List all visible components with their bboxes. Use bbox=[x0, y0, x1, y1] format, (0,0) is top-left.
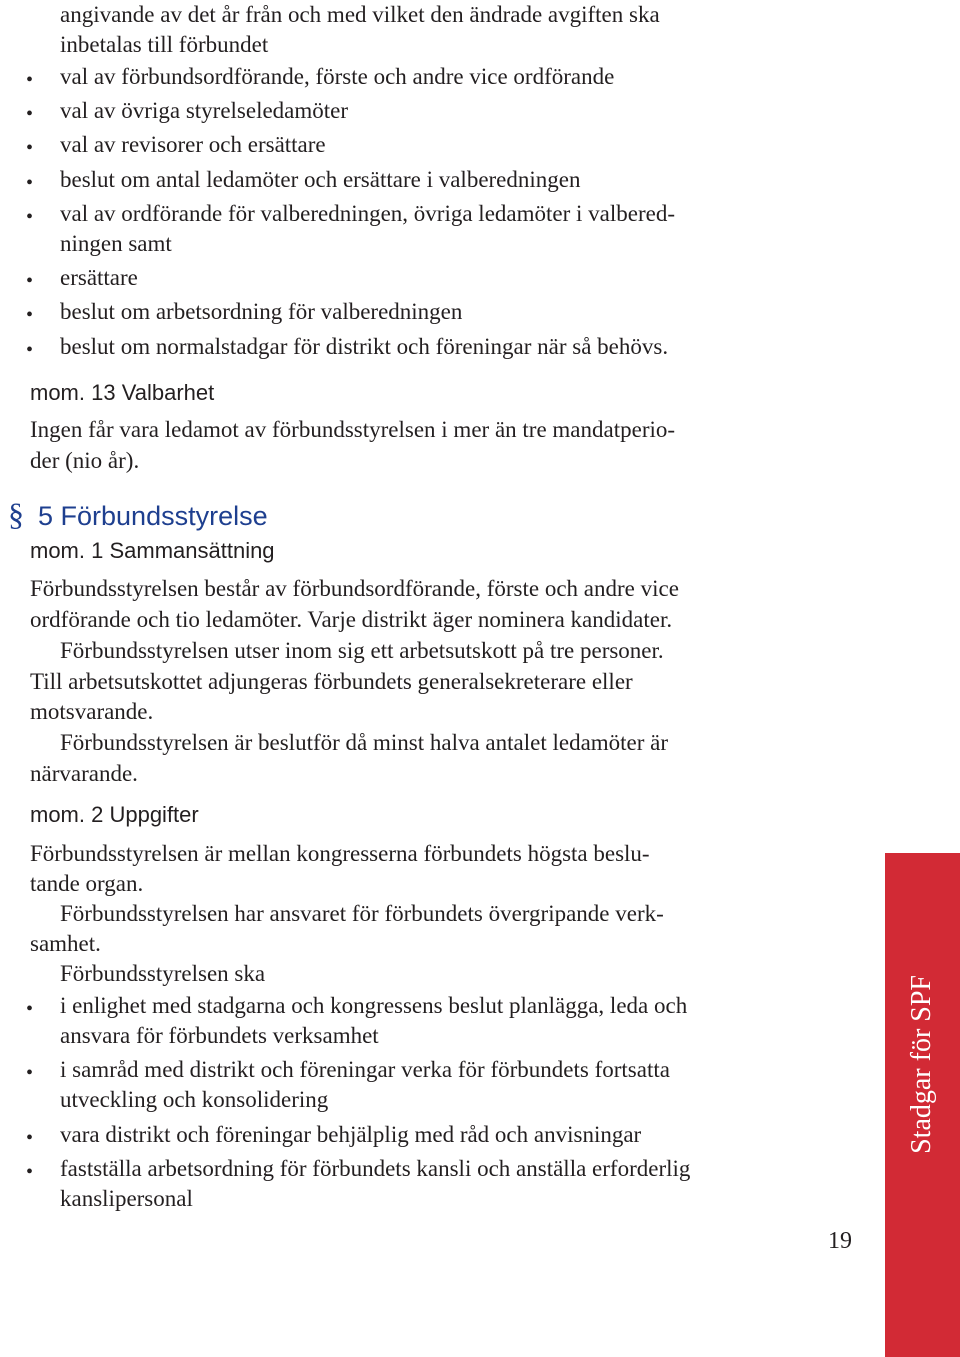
list-item: ersättare bbox=[60, 265, 138, 290]
bullet-dot: • bbox=[26, 69, 34, 91]
mom2-line-5: Förbundsstyrelsen ska bbox=[60, 961, 266, 986]
list-item: val av förbundsordförande, förste och andre vice ordförande bbox=[60, 64, 615, 89]
sidebar-tab bbox=[885, 853, 960, 1357]
list-item: val av övriga styrelseledamöter bbox=[60, 98, 349, 123]
mom13-line-1: Ingen får vara ledamot av förbundsstyrelsen i mer än tre mandatperio- bbox=[30, 417, 676, 442]
bullet-dot: • bbox=[26, 103, 34, 125]
mom1-line-5: motsvarande. bbox=[30, 699, 154, 724]
list-item: vara distrikt och föreningar behjälplig med råd och anvisningar bbox=[60, 1122, 642, 1147]
paragraph-sign-icon: § bbox=[8, 496, 24, 532]
bullet-dot: • bbox=[26, 137, 34, 159]
list-item: i enlighet med stadgarna och kongressens beslut planlägga, leda och bbox=[60, 993, 688, 1018]
list-item-continuation: ansvara för förbundets verksamhet bbox=[60, 1023, 379, 1048]
list-item: i samråd med distrikt och föreningar verka för förbundets fortsatta bbox=[60, 1057, 670, 1082]
bullet-dot: • bbox=[26, 998, 34, 1020]
page-number: 19 bbox=[828, 1228, 852, 1254]
bullet-dot: • bbox=[26, 172, 34, 194]
mom2-heading: mom. 2 Uppgifter bbox=[30, 802, 199, 827]
list-item: val av ordförande för valberedningen, övriga ledamöter i valbered- bbox=[60, 201, 675, 226]
mom2-line-2: tande organ. bbox=[30, 871, 144, 896]
mom1-line-6: Förbundsstyrelsen är beslutför då minst halva antalet ledamöter är bbox=[60, 730, 669, 755]
list-item: fastställa arbetsordning för förbundets kansli och anställa erforderlig bbox=[60, 1156, 691, 1181]
list-item-continuation: kanslipersonal bbox=[60, 1186, 193, 1211]
intro-line-2: inbetalas till förbundet bbox=[60, 32, 269, 57]
intro-line-1: angivande av det år från och med vilket den ändrade avgiften ska bbox=[60, 2, 660, 27]
mom13-line-2: der (nio år). bbox=[30, 448, 140, 473]
list-item: beslut om antal ledamöter och ersättare i valberedningen bbox=[60, 167, 581, 192]
mom2-line-4: samhet. bbox=[30, 931, 101, 956]
bullet-dot: • bbox=[26, 304, 34, 326]
bullet-dot: • bbox=[26, 270, 34, 292]
mom1-line-3: Förbundsstyrelsen utser inom sig ett arbetsutskott på tre personer. bbox=[60, 638, 664, 663]
section-title: 5 Förbundsstyrelse bbox=[38, 501, 268, 531]
mom1-line-1: Förbundsstyrelsen består av förbundsordförande, förste och andre vice bbox=[30, 576, 679, 601]
section-heading bbox=[8, 496, 268, 533]
mom1-line-4: Till arbetsutskottet adjungeras förbundets generalsekreterare eller bbox=[30, 669, 633, 694]
bullet-dot: • bbox=[26, 339, 34, 361]
list-item-continuation: ningen samt bbox=[60, 231, 172, 256]
mom1-line-2: ordförande och tio ledamöter. Varje distrikt äger nominera kandidater. bbox=[30, 607, 673, 632]
list-item: beslut om arbetsordning för valberedningen bbox=[60, 299, 463, 324]
bullet-dot: • bbox=[26, 1161, 34, 1183]
mom2-line-3: Förbundsstyrelsen har ansvaret för förbundets övergripande verk- bbox=[60, 901, 664, 926]
list-item: val av revisorer och ersättare bbox=[60, 132, 326, 157]
sidebar-label: Stadgar för SPF bbox=[906, 975, 937, 1154]
mom1-line-7: närvarande. bbox=[30, 761, 138, 786]
bullet-dot: • bbox=[26, 1127, 34, 1149]
mom1-heading: mom. 1 Sammansättning bbox=[30, 538, 275, 563]
bullet-dot: • bbox=[26, 206, 34, 228]
mom13-heading: mom. 13 Valbarhet bbox=[30, 380, 215, 405]
list-item: beslut om normalstadgar för distrikt och föreningar när så behövs. bbox=[60, 334, 669, 359]
mom2-line-1: Förbundsstyrelsen är mellan kongresserna förbundets högsta beslu- bbox=[30, 841, 650, 866]
bullet-dot: • bbox=[26, 1062, 34, 1084]
list-item-continuation: utveckling och konsolidering bbox=[60, 1087, 329, 1112]
